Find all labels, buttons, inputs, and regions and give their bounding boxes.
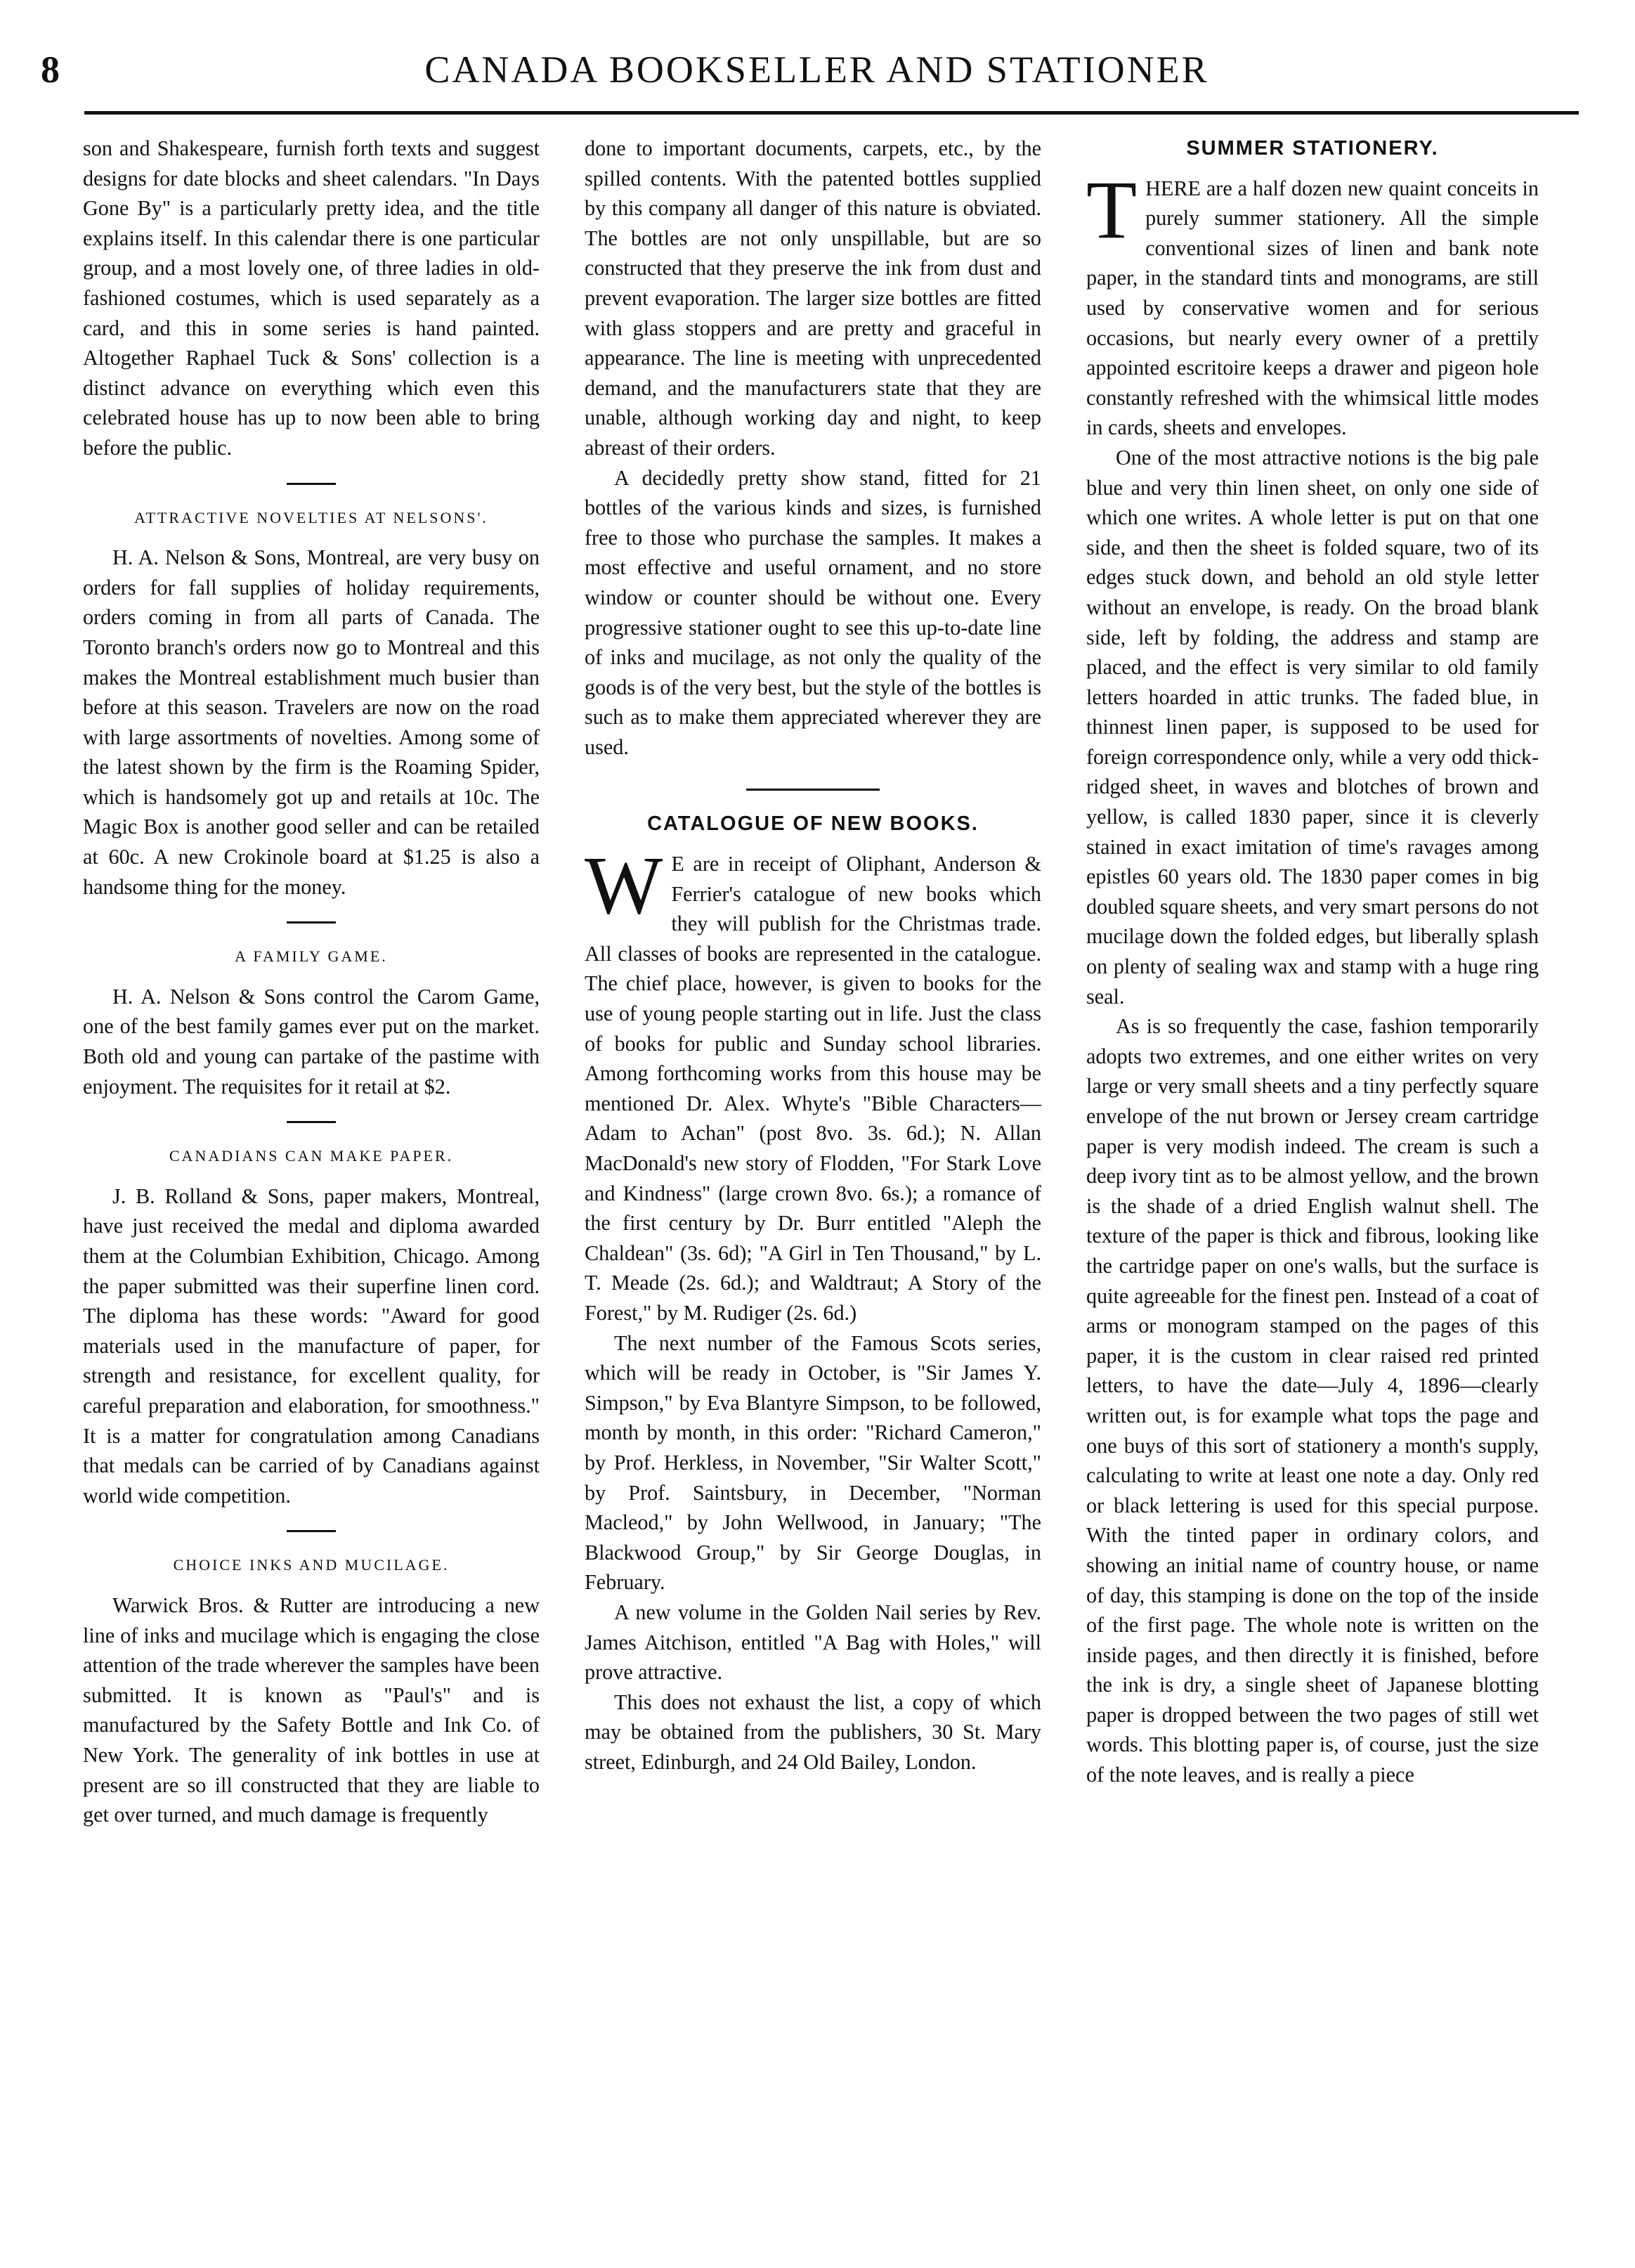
paragraph: J. B. Rolland & Sons, paper makers, Montreal, have just received the medal and diploma awarded them at the Columbian Exhibition, Chicago. Among the paper submitted was their superfine linen cord. The diploma has these words: "Award for good materials used in the manufacture of paper, for strength and resistance, for excellent quality, for careful preparation and elaboration, for smoothness." It is a matter for congratulation among Canadians that medals can be carried of by Canadians against world wide competition. — [83, 1184, 540, 1508]
masthead — [41, 44, 1593, 103]
paragraph: The next number of the Famous Scots series, which will be ready in October, is "Sir James Y. Simpson," by Eva Blantyre Simpson, to be followed, month by month, in this order: "Richard Cameron," by Prof. Herkless, in November, "Sir Walter Scott," by Prof. Saintsbury, in December, "Norman Macleod," by John Wellwood, in January; "The Blackwood Group," by Sir George Douglas, in February. — [585, 1330, 1041, 1595]
section-separator — [287, 1530, 336, 1532]
column-left — [83, 134, 540, 1830]
section-heading: A FAMILY GAME. — [235, 947, 388, 966]
paragraph-text: E are in receipt of Oliphant, Anderson & Ferrier's catalogue of new books which they will publish for the Christmas trade. All classes of books are represented in the catalogue. The chief place, however, is given to books for the use of young people starting out in life. Just the class of books for public and Sunday school libraries. Among forthcoming works from this house may be mentioned Dr. Alex. Whyte's "Bible Characters—Adam to Achan" (post 8vo. 3s. 6d.); N. Allan MacDonald's new story of Flodden, "For Stark Love and Kindness" (large crown 8vo. 6s.); a romance of the first century by Dr. Burr entitled "Aleph the Chaldean" (3s. 6d); "A Girl in Ten Thousand," by L. T. Meade (2s. 6d.); and Waldtraut; A Story of the Forest," by M. Rudiger (2s. 6d.) — [585, 852, 1041, 1325]
drop-cap: T — [1086, 163, 1138, 256]
column-middle — [585, 134, 1041, 1777]
section-heading: SUMMER STATIONERY. — [1186, 137, 1439, 160]
section-separator — [287, 1121, 336, 1123]
section-separator — [287, 483, 336, 485]
paragraph-text: HERE are a half dozen new quaint conceits in purely summer stationery. All the simple conventional sizes of linen and bank note paper, in the standard tints and monograms, are still used by conservative women and for serious occasions, but nearly every owner of a prettily appointed escritoire keeps a drawer and pigeon hole constantly refreshed with the whimsical little modes in cards, sheets and envelopes. — [1086, 176, 1539, 440]
paragraph: A decidedly pretty show stand, fitted for 21 bottles of the various kinds and sizes, is furnished free to those who purchase the samples. It makes a most effective and useful ornament, and no store window or counter should be without one. Every progressive stationer ought to see this up-to-date line of inks and mucilage, as not only the quality of the goods is of the very best, but the style of the bottles is such as to make them appreciated wherever they are used. — [585, 465, 1041, 759]
page-number: 8 — [41, 48, 60, 91]
column-right — [1086, 134, 1539, 1790]
paragraph: This does not exhaust the list, a copy of which may be obtained from the publishers, 30 St. Mary street, Edinburgh, and 24 Old Bailey, London. — [585, 1690, 1041, 1774]
header-rule — [84, 111, 1579, 115]
section-separator — [746, 789, 880, 791]
section-heading: CHOICE INKS AND MUCILAGE. — [173, 1556, 450, 1574]
paragraph: son and Shakespeare, furnish forth texts and suggest designs for date blocks and sheet calendars. "In Days Gone By" is a particularly pretty idea, and the title explains itself. In this calendar there is one particular group, and a most lovely one, of three ladies in old-fashioned costumes, which is used separately as a card, and this in some series is hand painted. Altogether Raphael Tuck & Sons' collection is a distinct advance on everything which even this celebrated house has up to now been able to bring before the public. — [83, 136, 540, 460]
paragraph: A new volume in the Golden Nail series by Rev. James Aitchison, entitled "A Bag with Holes," will prove attractive. — [585, 1600, 1041, 1685]
paragraph — [585, 839, 1041, 1328]
paragraph: Warwick Bros. & Rutter are introducing a new line of inks and mucilage which is engaging the close attention of the trade wherever the samples have been submitted. It is known as "Paul's" and is manufactured by the Safety Bottle and Ink Co. of New York. The generality of ink bottles in use at present are so ill constructed that they are liable to get over turned, and much damage is frequently — [83, 1593, 540, 1827]
section-heading: CATALOGUE OF NEW BOOKS. — [647, 812, 979, 836]
paragraph: As is so frequently the case, fashion temporarily adopts two extremes, and one either writes on very large or very small sheets and a tiny perfectly square envelope of the nut brown or Jersey cream cartridge paper is very modish indeed. The cream is such a deep ivory tint as to be almost yellow, and the brown is the shade of a dried English walnut shell. The texture of the paper is thick and fibrous, looking like the cartridge paper on one's walls, but the surface is quite agreeable for the finest pen. Instead of a coat of arms or monogram stamped on the pages of this paper, it is the custom in clear raised red printed letters, to have the date—July 4, 1896—clearly written out, is for example what tops the page and one buys of this sort of stationery a month's supply, calculating to write at least one note a day. Only red or black lettering is used for this special purpose. With the tinted paper in ordinary colors, and showing an initial name of country house, or name of day, this stamping is done on the top of the inside of the first page. The whole note is written on the inside pages, and then directly it is finished, before the ink is dry, a single sheet of Japanese blotting paper is dropped between the two pages of still wet words. This blotting paper is, of course, just the size of the note leaves, and is really a piece — [1086, 1014, 1539, 1787]
journal-title: CANADA BOOKSELLER AND STATIONER — [424, 48, 1209, 91]
paragraph: H. A. Nelson & Sons, Montreal, are very busy on orders for fall supplies of holiday requirements, orders coming in from all parts of Canada. The Toronto branch's orders now go to Montreal and this makes the Montreal establishment much busier than before at this season. Travelers are now on the road with large assortments of novelties. Among some of the latest shown by the firm is the Roaming Spider, which is handsomely got up and retails at 10c. The Magic Box is another good seller and can be retailed at 60c. A new Crokinole board at $1.25 is also a handsome thing for the money. — [83, 545, 540, 899]
paragraph: H. A. Nelson & Sons control the Carom Game, one of the best family games ever put on the market. Both old and young can partake of the pastime with enjoyment. The requisites for it retail at $2. — [83, 984, 540, 1099]
drop-cap: W — [585, 839, 663, 932]
paragraph: done to important documents, carpets, etc., by the spilled contents. With the patented bottles supplied by this company all danger of this nature is obviated. The bottles are not only unspillable, but are so constructed that they preserve the ink from dust and prevent evaporation. The larger size bottles are fitted with glass stoppers and are pretty and graceful in appearance. The line is meeting with unprecedented demand, and the manufacturers state that they are unable, although working day and night, to keep abreast of their orders. — [585, 136, 1041, 460]
section-heading: CANADIANS CAN MAKE PAPER. — [169, 1147, 454, 1165]
paragraph — [1086, 163, 1539, 443]
section-separator — [287, 921, 336, 924]
paragraph: One of the most attractive notions is the big pale blue and very thin linen sheet, on only one side of which one writes. A whole letter is put on that one side, and then the sheet is folded square, two of its edges stuck down, and behold an old style letter without an envelope, is ready. On the broad blank side, left by folding, the address and stamp are placed, and the effect is very similar to old family letters hoarded in attic trunks. The faded blue, in thinnest linen paper, is supposed to be used for foreign correspondence only, while a very odd thick-ridged sheet, in waves and blotches of brown and yellow, is called 1830 paper, since it is cleverly stained in exact imitation of time's ravages among epistles 60 years old. The 1830 paper comes in big doubled square sheets, and very smart persons do not mucilage down the folded edges, but liberally splash on plenty of sealing wax and stamp with a huge ring seal. — [1086, 445, 1539, 1009]
section-heading: ATTRACTIVE NOVELTIES AT NELSONS'. — [134, 508, 488, 526]
